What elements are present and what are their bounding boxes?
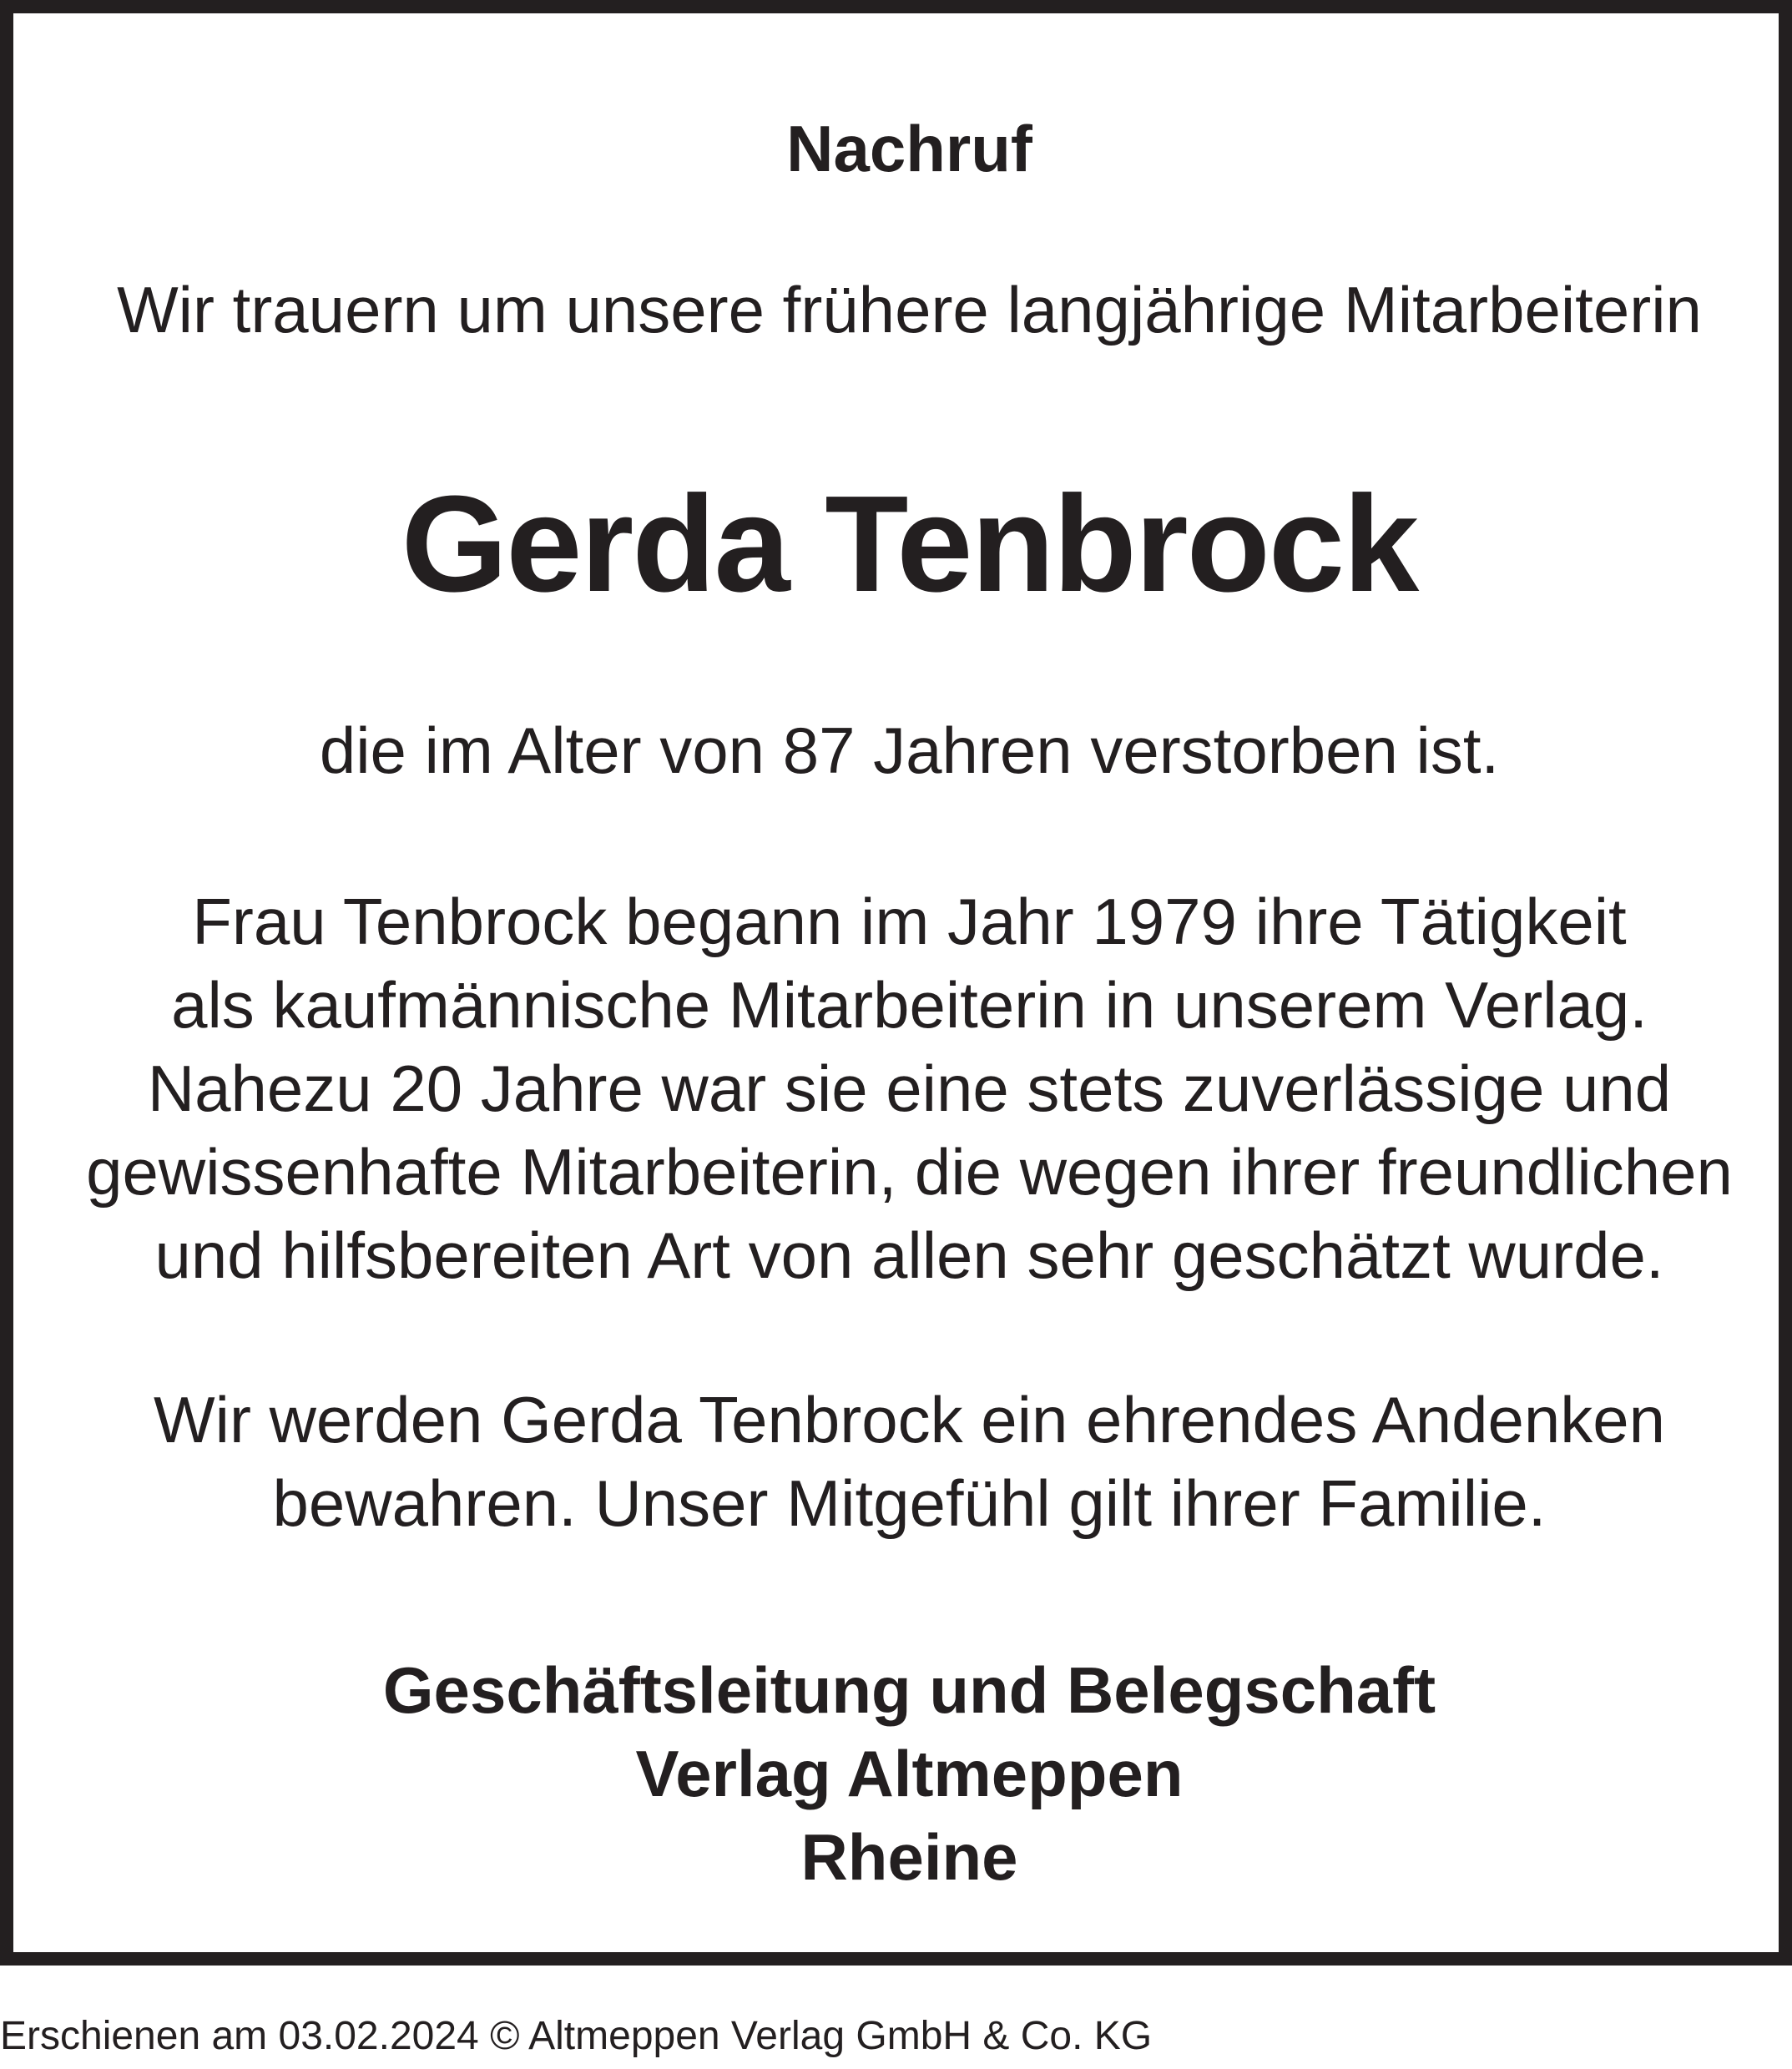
paragraph1-line: Nahezu 20 Jahre war sie eine stets zuverlässige und — [147, 1052, 1672, 1125]
intro-line: Wir trauern um unsere frühere langjährige Mitarbeiterin — [117, 273, 1702, 346]
notice-heading: Nachruf — [786, 112, 1032, 185]
signature-line: Geschäftsleitung und Belegschaft — [382, 1653, 1436, 1727]
paragraph1-line: gewissenhafte Mitarbeiterin, die wegen ihrer freundlichen — [86, 1135, 1733, 1209]
deceased-name: Gerda Tenbrock — [401, 467, 1418, 620]
publication-footer: Erschienen am 03.02.2024 © Altmeppen Verlag GmbH & Co. KG — [0, 2014, 1153, 2058]
signature-line: Verlag Altmeppen — [635, 1737, 1184, 1810]
paragraph1-line: und hilfsbereiten Art von allen sehr geschätzt wurde. — [154, 1219, 1664, 1292]
paragraph1-line: als kaufmännische Mitarbeiterin in unserem Verlag. — [171, 968, 1648, 1042]
paragraph1-line: Frau Tenbrock begann im Jahr 1979 ihre Tätigkeit — [192, 885, 1627, 958]
age-line: die im Alter von 87 Jahren verstorben ist. — [319, 714, 1500, 787]
paragraph2-line: bewahren. Unser Mitgefühl gilt ihrer Familie. — [272, 1466, 1547, 1540]
paragraph2-line: Wir werden Gerda Tenbrock ein ehrendes Andenken — [154, 1383, 1665, 1456]
signature-line: Rheine — [800, 1820, 1018, 1894]
